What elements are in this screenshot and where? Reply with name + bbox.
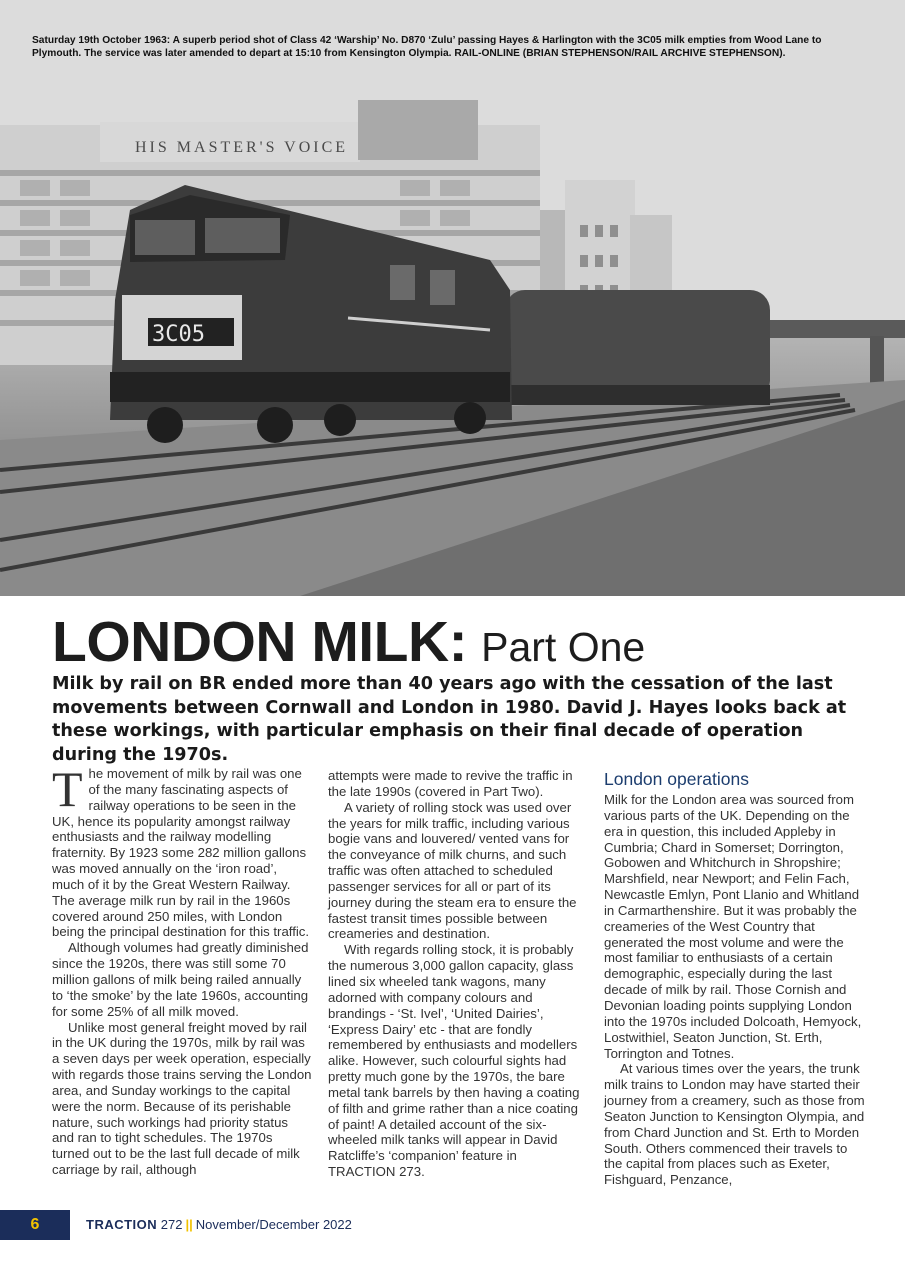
- article-column-3: [604, 792, 866, 1188]
- paragraph-text: he movement of milk by rail was one of the many fascinating aspects of railway operations to be seen in the UK, hence its popularity amongst railway enthusiasts and the railway modelling fraternity. By 1923 some 282 million gallons was moved annually on the ‘iron road’, much of it by the Great Western Railway. The average milk run by rail in the 1960s covered around 250 miles, with London being the principal destination for this traffic.: [52, 766, 310, 940]
- paragraph: Although volumes had greatly diminished since the 1920s, there was still some 70 million gallons of milk being railed annually to ‘the smoke’ by the late 1960s, accounting for some 25% of all milk moved.: [52, 940, 309, 1019]
- article-column-1: [52, 761, 312, 1178]
- page-number: 6: [0, 1210, 70, 1240]
- paragraph: attempts were made to revive the traffic in the late 1990s (covered in Part Two).: [328, 768, 573, 799]
- issue-date: November/December 2022: [195, 1217, 352, 1232]
- photo-caption: Saturday 19th October 1963: A superb period shot of Class 42 ‘Warship’ No. D870 ‘Zulu’ passing Hayes & Harlington with the 3C05 milk empties from Wood Lane to Plymouth. The service was later amended to depart at 15:10 from Kensington Olympia. RAIL-ONLINE (BRIAN STEPHENSON/RAIL ARCHIVE STEPHENSON).: [32, 35, 822, 59]
- paragraph: With regards rolling stock, it is probably the numerous 3,000 gallon capacity, glass lined six wheeled tank wagons, many adorned with company colours and brandings - ‘St. Ivel’, ‘United Dairies’, ‘Express Dairy’ etc - that are fondly remembered by enthusiasts and modellers alike. However, such colourful sights had pretty much gone by the 1970s, the bare metal tank barrels by then having a coating of filth and grime rather than a nice coating of paint! A detailed account of the six-wheeled milk tanks will appear in David Ratcliffe’s ‘companion’ feature in TRACTION 273.: [328, 942, 580, 1180]
- paragraph: At various times over the years, the trunk milk trains to London may have started their journey from a creamery, such as those from Seaton Junction to Kensington Olympia, and from Chard Junction and St. Erth to Morden South. Others commenced their travels to the capital from places such as Exeter, Fishguard, Penzance,: [604, 1061, 865, 1188]
- hero-photo: [0, 0, 905, 596]
- page-footer: [0, 1210, 905, 1240]
- paragraph: Milk for the London area was sourced from various parts of the UK. Depending on the era in question, this included Appleby in Cumbria; Chard in Somerset; Dorrington, Gobowen and Whitchurch in Shropshire; Marshfield, near Newport; and Felin Fach, Newcastle Emlyn, Pont Llanio and Whitland in Carmarthenshire. But it was probably the creameries of the West Country that generated the most volume and were the most familiar to enthusiasts of a certain demographic, especially during the last decade of milk by rail. Those Cornish and Devonian loading points supplying London into the 1970s included Dolcoath, Hemyock, Lostwithiel, Seaton Junction, St. Erth, Torrington and Totnes.: [604, 792, 862, 1061]
- article-column-2: [328, 768, 584, 1180]
- drop-cap: T: [52, 761, 83, 817]
- issue-separator: ||: [185, 1217, 193, 1232]
- title-part: Part One: [481, 624, 646, 670]
- section-subhead: London operations: [604, 769, 749, 789]
- building-sign-text: HIS MASTER'S VOICE: [135, 139, 349, 156]
- paragraph: [52, 761, 312, 940]
- paragraph: Unlike most general freight moved by rail in the UK during the 1970s, milk by rail was a seven days per week operation, especially with regards those trains serving the London area, and Sunday workings to the capital were the norm. Because of its perishable nature, such workings had priority status and ran to tight schedules. The 1970s turned out to be the last full decade of milk carriage by rail, although: [52, 1019, 312, 1178]
- locomotive-photo-illustration: [0, 0, 905, 596]
- standfirst: Milk by rail on BR ended more than 40 years ago with the cessation of the last movements between Cornwall and London in 1980. David J. Hayes looks back at these workings, with particular emphasis on their final decade of operation during the 1970s.: [52, 674, 847, 765]
- issue-number: 272: [160, 1217, 183, 1232]
- paragraph: A variety of rolling stock was used over the years for milk traffic, including various bogie vans and louvered/ vented vans for the conveyance of milk churns, and such traffic was often attached to scheduled passenger services for all or part of its journey during the steam era to ensure the fastest transit times possible between creameries and destination.: [328, 799, 577, 942]
- milk-tank-wagons: [505, 290, 770, 400]
- magazine-issue: [86, 1217, 352, 1232]
- magazine-brand: TRACTION: [86, 1217, 158, 1232]
- headcode-text: 3C05: [152, 322, 205, 347]
- title-main: LONDON MILK:: [52, 610, 468, 674]
